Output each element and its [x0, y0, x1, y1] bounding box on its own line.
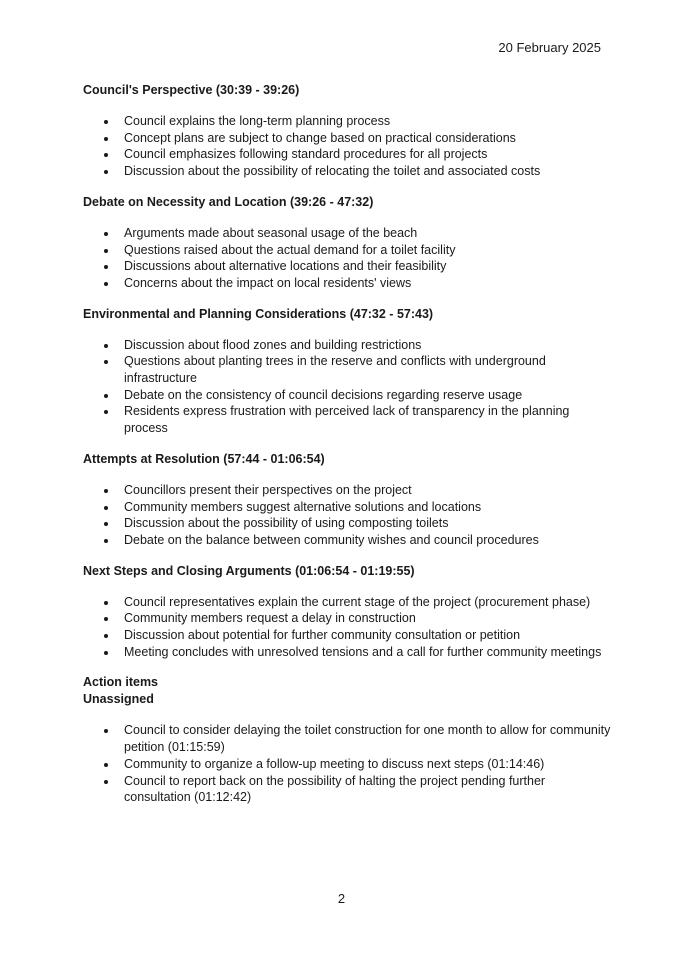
list-item: Discussion about potential for further community consultation or petition: [124, 627, 613, 644]
list-item: Councillors present their perspectives on the project: [124, 482, 613, 499]
bullet-list: [83, 225, 613, 292]
bullet-list: [83, 113, 613, 180]
list-item: Debate on the consistency of council decisions regarding reserve usage: [124, 387, 613, 404]
list-item: Debate on the balance between community wishes and council procedures: [124, 532, 613, 549]
list-item: Council explains the long-term planning process: [124, 113, 613, 130]
list-item: Arguments made about seasonal usage of the beach: [124, 225, 613, 242]
action-items-heading: Action items: [83, 675, 159, 690]
page-number: 2: [337, 891, 346, 906]
section-next-steps: [83, 563, 613, 661]
section-heading: Attempts at Resolution (57:44 - 01:06:54): [83, 451, 325, 466]
list-item: Residents express frustration with perceived lack of transparency in the planning process: [124, 403, 613, 436]
list-item: Questions raised about the actual demand for a toilet facility: [124, 242, 613, 259]
document-body: [83, 82, 613, 820]
section-councils-perspective: [83, 82, 613, 180]
list-item: Council to consider delaying the toilet construction for one month to allow for community petition (01:15:59): [124, 722, 613, 755]
section-environmental-planning: [83, 306, 613, 437]
bullet-list: [83, 594, 613, 661]
list-item: Discussions about alternative locations and their feasibility: [124, 258, 613, 275]
list-item: Discussion about flood zones and building restrictions: [124, 337, 613, 354]
action-items-list: [83, 722, 613, 806]
section-action-items: [83, 674, 613, 806]
action-items-subheading: Unassigned: [83, 692, 154, 707]
list-item: Concept plans are subject to change based on practical considerations: [124, 130, 613, 147]
list-item: Discussion about the possibility of relocating the toilet and associated costs: [124, 163, 613, 180]
document-date: 20 February 2025: [498, 40, 601, 55]
list-item: Community to organize a follow-up meeting to discuss next steps (01:14:46): [124, 756, 613, 773]
section-heading: Next Steps and Closing Arguments (01:06:54 - 01:19:55): [83, 563, 415, 578]
list-item: Council representatives explain the current stage of the project (procurement phase): [124, 594, 613, 611]
list-item: Meeting concludes with unresolved tensions and a call for further community meetings: [124, 644, 613, 661]
section-attempts-at-resolution: [83, 451, 613, 549]
list-item: Community members suggest alternative solutions and locations: [124, 499, 613, 516]
list-item: Community members request a delay in construction: [124, 610, 613, 627]
section-debate-necessity-location: [83, 194, 613, 292]
list-item: Council to report back on the possibility of halting the project pending further consultation (01:12:42): [124, 773, 613, 806]
bullet-list: [83, 337, 613, 437]
section-heading: Environmental and Planning Considerations (47:32 - 57:43): [83, 306, 434, 321]
list-item: Council emphasizes following standard procedures for all projects: [124, 146, 613, 163]
list-item: Concerns about the impact on local residents' views: [124, 275, 613, 292]
list-item: Discussion about the possibility of using composting toilets: [124, 515, 613, 532]
list-item: Questions about planting trees in the reserve and conflicts with underground infrastructure: [124, 353, 613, 386]
bullet-list: [83, 482, 613, 549]
section-heading: Debate on Necessity and Location (39:26 - 47:32): [83, 194, 374, 209]
section-heading: Council's Perspective (30:39 - 39:26): [83, 83, 300, 97]
